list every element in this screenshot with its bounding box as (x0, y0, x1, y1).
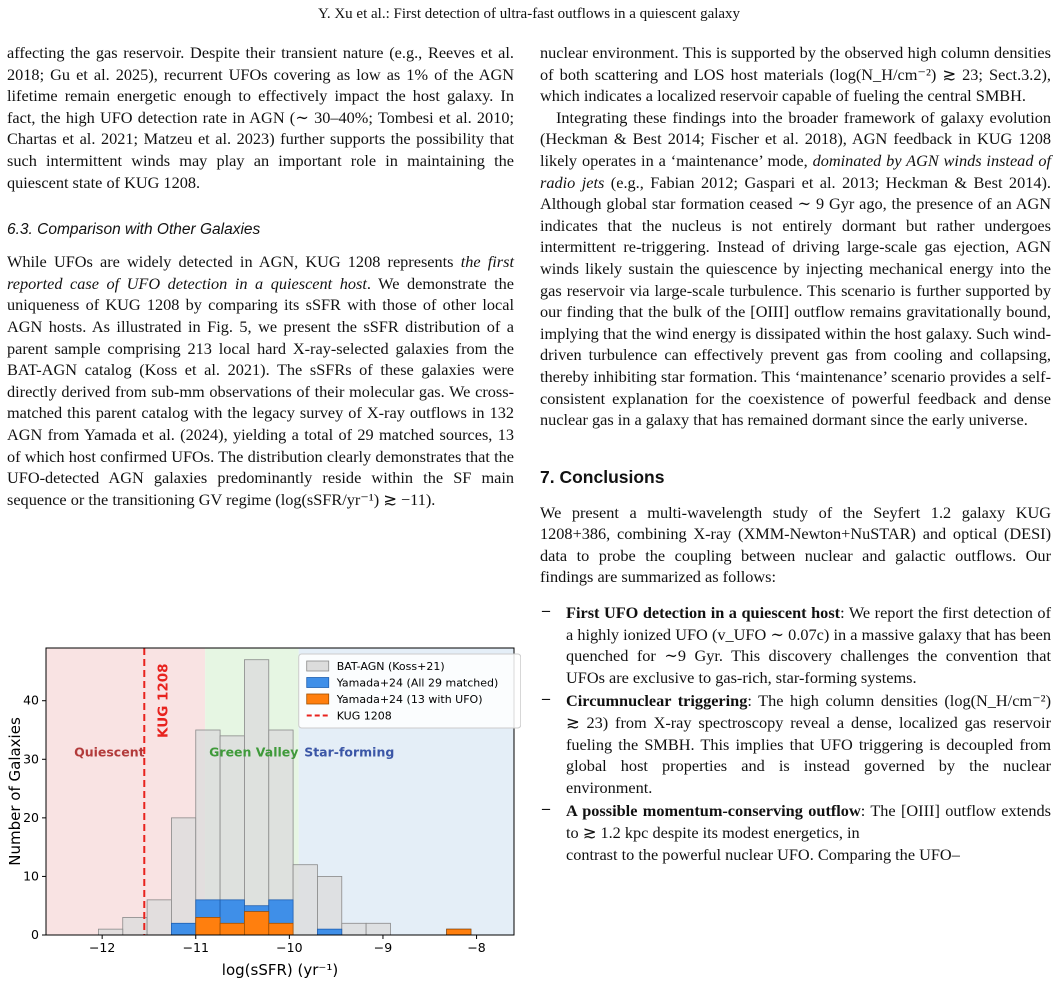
x-axis-label: log(sSFR) (yr⁻¹) (221, 961, 339, 979)
emphasis: dominated by AGN winds instead of radio jets (540, 150, 1051, 192)
bar-yamada-ufo (269, 923, 293, 935)
paragraph: Integrating these findings into the broader framework of galaxy evolution (Heckman & Best 2014; Fischer et al. 2018), AGN feedback in KUG 1208 likely operates in a ‘maintenance’ mode, dominated by AGN winds instead of radio jets (e.g., Fabian 2012; Gaspari et al. 2013; Heckman & Best 2014). Although global star formation ceased ∼ 9 Gyr ago, the presence of an AGN indicates that the nucleus is not entirely dormant but rather undergoes intermittent re-triggering. Instead of driving large-scale gas ejection, AGN winds likely sustain the quiescence by injecting mechanical energy into the gas reservoir via large-scale turbulence. This scenario is further supported by our finding that the bulk of the [OIII] outflow remains gravitationally bound, implying that the wind energy is dissipated within the host galaxy. Such wind-driven turbulence can effectively prevent gas from cooling and collapsing, thereby inhibiting star formation. This ‘maintenance’ scenario provides a self-consistent explanation for the coexistence of powerful feedback and dense nuclear gas in a galaxy that has remained dormant since the early universe. (540, 107, 1051, 430)
region-label: Quiescent (74, 744, 145, 760)
legend-label: Yamada+24 (All 29 matched) (336, 676, 499, 690)
bar-yamada-ufo (244, 912, 268, 935)
bar-bat-agn (342, 923, 366, 935)
x-tick-label: −12 (88, 940, 116, 955)
left-column (7, 42, 514, 510)
legend-label: Yamada+24 (13 with UFO) (336, 693, 483, 706)
y-axis-label: Number of Galaxies (6, 717, 24, 866)
bar-bat-agn (293, 865, 317, 935)
bullet-heading: First UFO detection in a quiescent host (566, 603, 841, 623)
bullet-heading: A possible momentum-conserving outflow (566, 801, 861, 821)
y-tick-label: 0 (31, 927, 39, 942)
figure-5 (6, 640, 521, 1000)
legend-swatch (307, 661, 329, 671)
legend-swatch (307, 694, 329, 704)
y-tick-label: 40 (23, 692, 39, 708)
legend-swatch (307, 678, 329, 688)
bullet-item: – A possible momentum-conserving outflow: The [OIII] outflow extends to ≳ 1.2 kpc despite its modest energetics, in contrast to the powerful nuclear UFO. Comparing the UFO– (542, 800, 1051, 864)
x-tick-label: −11 (182, 940, 209, 955)
y-tick-label: 10 (23, 868, 39, 884)
bullet-dash: – (542, 602, 550, 620)
x-tick-label: −10 (276, 940, 303, 955)
bar-yamada-all (171, 923, 195, 935)
legend-label: KUG 1208 (336, 709, 392, 723)
paragraph: While UFOs are widely detected in AGN, KUG 1208 represents the first reported case of UFO detection in a quiescent host. We demonstrate the uniqueness of KUG 1208 by comparing its sSFR with those of other local AGN hosts. As illustrated in Fig. 5, we present the sSFR distribution of a parent sample comprising 213 local hard X-ray-selected galaxies from the BAT-AGN catalog (Koss et al. 2021). The sSFRs of these galaxies were directly derived from sub-mm observations of their molecular gas. We cross-matched this parent catalog with the legacy survey of X-ray outflows in 132 AGN from Yamada et al. (2024), yielding a total of 29 matched sources, 13 of which host confirmed UFOs. The distribution clearly demonstrates that the UFO-detected AGN galaxies predominantly reside within the SF main sequence or the transitioning GV regime (log(sSFR/yr⁻¹) ≳ −11). (7, 252, 514, 509)
paragraph: nuclear environment. This is supported by the observed high column densities of both scattering and LOS host materials (log(N_H/cm⁻²) ≳ 23; Sect.3.2), which indicates a localized reservoir capable of fueling the central SMBH. (540, 43, 1051, 106)
bullet-heading: Circumnuclear triggering (566, 691, 748, 711)
bar-yamada-ufo (196, 917, 220, 935)
y-tick-label: 30 (23, 751, 39, 767)
x-tick-label: −9 (373, 940, 393, 955)
y-tick-label: 20 (23, 809, 39, 825)
bullet-dash: – (542, 690, 550, 708)
bar-yamada-ufo (447, 929, 471, 935)
bar-bat-agn (147, 900, 171, 935)
bullet-item: – First UFO detection in a quiescent host: We report the first detection of a highly ionized UFO (v_UFO ∼ 0.07c) in a massive galaxy that has been quenched for ∼9 Gyr. This discovery challenges the convention that UFOs are exclusive to gas-rich, star-forming systems. (542, 602, 1051, 687)
bar-bat-agn (244, 660, 268, 935)
bullet-item: – Circumnuclear triggering: The high column densities (log(N_H/cm⁻²) ≳ 23) from X-ray spectroscopy reveal a dense, localized gas reservoir fueling the SMBH. This implies that UFO triggering is decoupled from global host properties and is instead governed by the nuclear environment. (542, 690, 1051, 797)
right-column (540, 42, 1051, 865)
legend-label: BAT-AGN (Koss+21) (336, 660, 445, 673)
bar-yamada-all (317, 929, 341, 935)
subsection-title: 6.3. Comparison with Other Galaxies (7, 221, 261, 239)
bullet-dash: – (542, 800, 550, 818)
region-label: Star-forming (304, 744, 395, 760)
bar-bat-agn (366, 923, 390, 935)
x-tick-label: −8 (467, 940, 486, 955)
running-head: Y. Xu et al.: First detection of ultra-fast outflows in a quiescent galaxy (317, 6, 741, 22)
region-label: Green Valley (209, 744, 299, 760)
bar-yamada-ufo (220, 923, 244, 935)
paragraph: We present a multi-wavelength study of the Seyfert 1.2 galaxy KUG 1208+386, combining X-ray (XMM-Newton+NuSTAR) and optical (DESI) data to probe the coupling between nuclear and galactic outflows. Our findings are summarized as follows: (540, 502, 1051, 587)
paragraph: affecting the gas reservoir. Despite their transient nature (e.g., Reeves et al. 2018; Gu et al. 2025), recurrent UFOs covering as low as 1% of the AGN lifetime remain energetic enough to effectively impact the host galaxy. In fact, the high UFO detection rate in AGN (∼ 30–40%; Tombesi et al. 2010; Chartas et al. 2021; Matzeu et al. 2023) further supports the possibility that such intermittent winds may play an important role in maintaining the quiescent state of KUG 1208. (7, 43, 514, 192)
emphasis: the first reported case of UFO detection in a quiescent host (7, 252, 514, 293)
ssfr-histogram (6, 640, 521, 995)
kug-1208-label: KUG 1208 (155, 663, 172, 738)
bar-bat-agn (171, 818, 195, 935)
bar-bat-agn (98, 929, 122, 935)
section-title: 7. Conclusions (540, 466, 665, 487)
bar-bat-agn (317, 876, 341, 935)
